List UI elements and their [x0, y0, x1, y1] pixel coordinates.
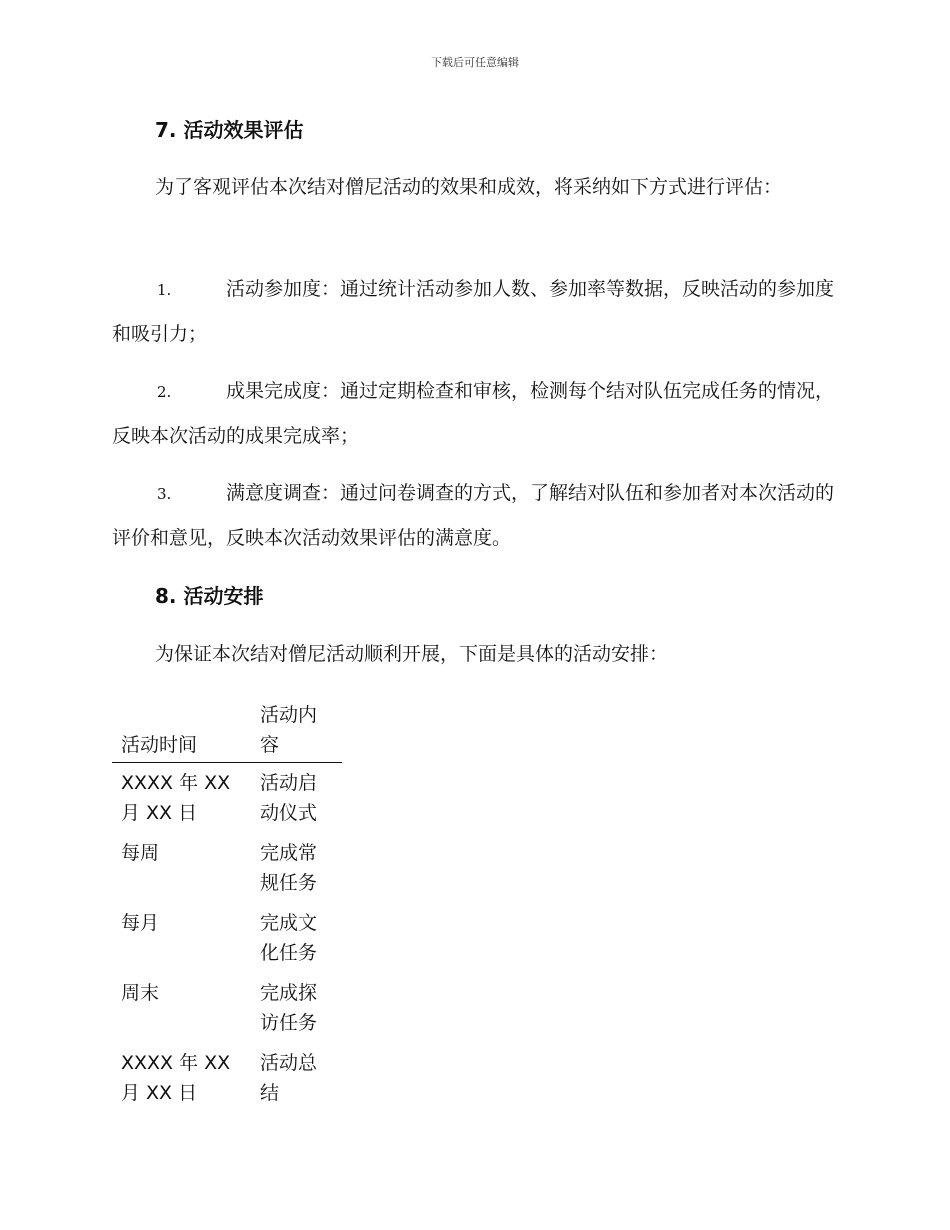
table-header-row [112, 700, 342, 763]
table-row [112, 903, 342, 973]
schedule-table [112, 700, 342, 1113]
cell-content: 完成文化任务 [260, 912, 318, 964]
section-8-heading: 8. 活动安排 [155, 584, 264, 608]
cell-time: XXXX 年 XX 月 XX 日 [121, 1052, 231, 1104]
cell-time: 每月 [121, 912, 160, 934]
section-8-intro: 为保证本次结对僧尼活动顺利开展，下面是具体的活动安排： [155, 643, 669, 665]
list-item-text: 活动参加度：通过统计活动参加人数、参加率等数据，反映活动的参加度和吸引力； [112, 278, 835, 345]
cell-content: 完成探访任务 [260, 982, 318, 1034]
list-item-text: 成果完成度：通过定期检查和审核，检测每个结对队伍完成任务的情况，反映本次活动的成果完成率； [112, 380, 835, 447]
section-7-heading: 7. 活动效果评估 [155, 118, 304, 142]
list-item [112, 267, 834, 356]
list-item-text: 满意度调查：通过问卷调查的方式，了解结对队伍和参加者对本次活动的评价和意见，反映本次活动效果评估的满意度。 [112, 482, 835, 549]
header-activity-time: 活动时间 [121, 734, 198, 756]
table-row [112, 763, 342, 834]
header-activity-content: 活动内容 [260, 704, 318, 756]
header-note: 下载后可任意编辑 [431, 56, 519, 69]
list-item-number: 2. [157, 383, 172, 401]
list-item-number: 3. [157, 485, 172, 503]
cell-time: XXXX 年 XX 月 XX 日 [121, 772, 231, 824]
list-item [112, 471, 834, 560]
table-row [112, 973, 342, 1043]
cell-content: 活动总结 [260, 1052, 318, 1104]
cell-time: 每周 [121, 842, 160, 864]
section-7-intro: 为了客观评估本次结对僧尼活动的效果和成效，将采纳如下方式进行评估： [155, 176, 783, 198]
cell-content: 完成常规任务 [260, 842, 318, 894]
list-item [112, 369, 834, 458]
cell-content: 活动启动仪式 [260, 772, 318, 824]
table-row [112, 833, 342, 903]
table-row [112, 1043, 342, 1113]
cell-time: 周末 [121, 982, 160, 1004]
list-item-number: 1. [157, 281, 172, 299]
